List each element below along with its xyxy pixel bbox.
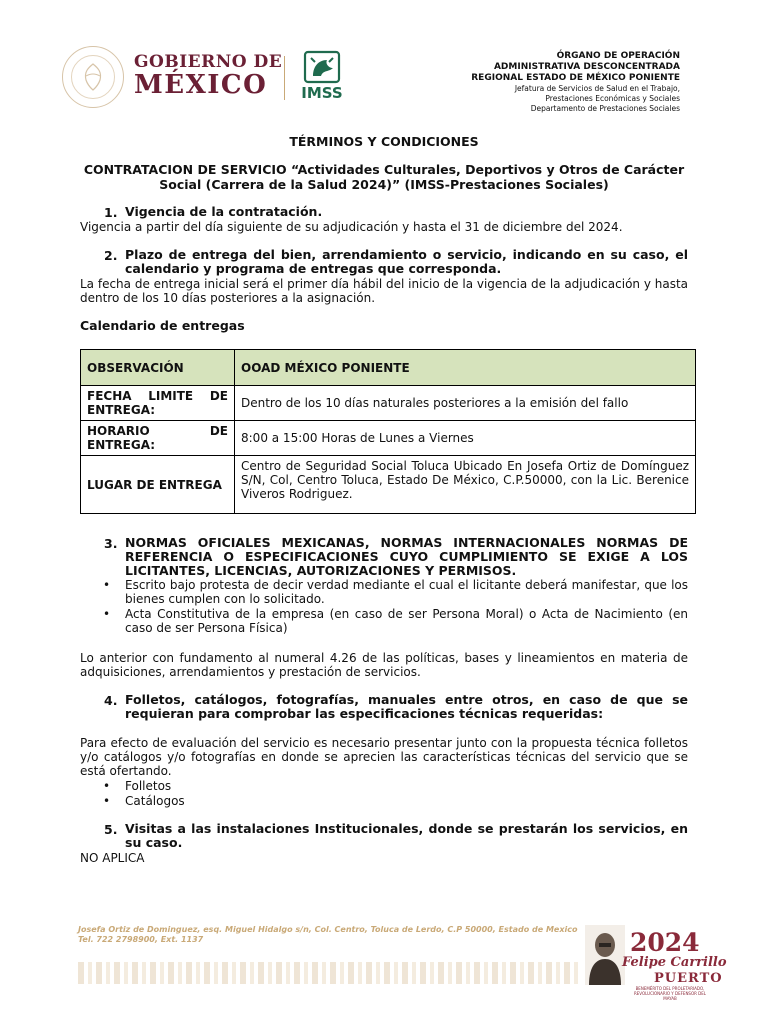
table-cell-label: FECHA LIMITE DE ENTREGA: — [81, 386, 235, 421]
footer-decorative-pattern — [78, 962, 578, 984]
org-sub-line: Departamento de Prestaciones Sociales — [530, 104, 680, 113]
eagle-icon — [80, 62, 106, 92]
org-line: ADMINISTRATIVA DESCONCENTRADA — [493, 62, 680, 72]
section-4-text: Para efecto de evaluación del servicio es necesario presentar junto con la propuesta técnica folletos y/o catálogos y/o fotografías en donde se aprecien las características técnicas del servicio que se está ofertando. — [80, 736, 688, 778]
section-4-heading: Folletos, catálogos, fotografías, manuales entre otros, en caso de que se requieran para comprobar las especificaciones técnicas requeridas: — [125, 692, 688, 721]
section-5-text: NO APLICA — [80, 851, 145, 865]
section-number: 2. — [104, 248, 118, 263]
table-cell-value: Dentro de los 10 días naturales posteriores a la emisión del fallo — [235, 386, 696, 421]
bullet-glyph: • — [103, 607, 111, 621]
section-1-text: Vigencia a partir del día siguiente de su adjudicación y hasta el 31 de diciembre del 2024. — [80, 220, 623, 234]
section-3-bullet: Acta Constitutiva de la empresa (en caso de ser Persona Moral) o Acta de Nacimiento (en caso de ser Persona Física) — [125, 607, 688, 635]
felipe-carrillo-text: Felipe Carrillo — [622, 955, 727, 970]
section-number: 1. — [104, 205, 118, 220]
table-header-cell: OOAD MÉXICO PONIENTE — [235, 350, 696, 386]
year-2024-logo: 2024 — [630, 928, 700, 957]
section-4-bullet: Folletos — [125, 779, 172, 793]
footer-tiny-text: BENEMÉRITO DEL PROLETARIADO, REVOLUCIONARIO Y DEFENSOR DEL MAYAB — [633, 986, 707, 1001]
contract-title — [80, 162, 688, 192]
table-row — [81, 421, 696, 456]
footer-address: Josefa Ortiz de Dominguez, esq. Miguel Hidalgo s/n, Col. Centro, Toluca de Lerdo, C.P 50000, Estado de Mexico Tel. 722 2798900, Ext. 1137 — [78, 925, 578, 944]
table-cell-value: Centro de Seguridad Social Toluca Ubicado En Josefa Ortiz de Domínguez S/N, Col, Centro Toluca, Estado De México, C.P.50000, con la Lic. Berenice Viveros Rodriguez. — [235, 456, 696, 514]
table-header-row — [81, 350, 696, 386]
contract-line: Social (Carrera de la Salud 2024)” (IMSS-Prestaciones Sociales) — [159, 177, 609, 192]
section-number: 4. — [104, 693, 118, 708]
section-number: 5. — [104, 822, 118, 837]
mexico-title: MÉXICO — [134, 70, 268, 100]
table-row — [81, 456, 696, 514]
section-3-bullet: Escrito bajo protesta de decir verdad mediante el cual el licitante deberá manifestar, que los bienes cumplen con lo solicitado. — [125, 578, 688, 606]
imss-label: IMSS — [301, 84, 343, 102]
mexico-coat-of-arms-seal — [62, 46, 124, 108]
table-cell-label: LUGAR DE ENTREGA — [81, 456, 235, 514]
portrait-icon — [585, 925, 625, 985]
table-header-cell: OBSERVACIÓN — [81, 350, 235, 386]
bullet-glyph: • — [103, 794, 111, 808]
section-5-heading: Visitas a las instalaciones Institucionales, donde se prestarán los servicios, en su caso. — [125, 821, 688, 850]
section-2-text: La fecha de entrega inicial será el primer día hábil del inicio de la vigencia de la adjudicación y hasta dentro de los 10 días posteriores a la asignación. — [80, 277, 689, 305]
org-sub-line: Jefatura de Servicios de Salud en el Trabajo, — [514, 84, 680, 93]
table-cell-label: HORARIO DE ENTREGA: — [81, 421, 235, 456]
bullet-glyph: • — [103, 779, 111, 793]
section-3-text: Lo anterior con fundamento al numeral 4.26 de las políticas, bases y lineamientos en materia de adquisiciones, arrendamientos y prestación de servicios. — [80, 651, 688, 679]
section-2-heading: Plazo de entrega del bien, arrendamiento o servicio, indicando en su caso, el calendario y programa de entregas que corresponda. — [125, 247, 688, 276]
section-number: 3. — [104, 536, 118, 551]
contract-line: CONTRATACION DE SERVICIO “Actividades Culturales, Deportivos y Otros de Carácter — [83, 162, 685, 177]
org-line: REGIONAL ESTADO DE MÉXICO PONIENTE — [471, 73, 680, 83]
calendar-label: Calendario de entregas — [80, 318, 245, 333]
document-title: TÉRMINOS Y CONDICIONES — [289, 134, 479, 149]
organization-block — [471, 51, 680, 114]
table-cell-value: 8:00 a 15:00 Horas de Lunes a Viernes — [235, 421, 696, 456]
org-line: ÓRGANO DE OPERACIÓN — [556, 51, 680, 61]
bullet-glyph: • — [103, 578, 111, 592]
table-row — [81, 386, 696, 421]
delivery-calendar-table — [80, 349, 696, 514]
puerto-text: PUERTO — [654, 971, 723, 986]
section-3-heading: NORMAS OFICIALES MEXICANAS, NORMAS INTERNACIONALES NORMAS DE REFERENCIA O ESPECIFICACIONES CUYO CUMPLIMIENTO SE EXIGE A LOS LICITANTES, LICENCIAS, AUTORIZACIONES Y PERMISOS. — [125, 535, 688, 578]
org-sub-line: Prestaciones Económicas y Sociales — [545, 94, 680, 103]
section-1-heading: Vigencia de la contratación. — [125, 204, 323, 219]
section-4-bullet: Catálogos — [125, 794, 185, 808]
gobierno-title: GOBIERNO DE — [134, 52, 283, 72]
header-divider — [284, 56, 285, 100]
